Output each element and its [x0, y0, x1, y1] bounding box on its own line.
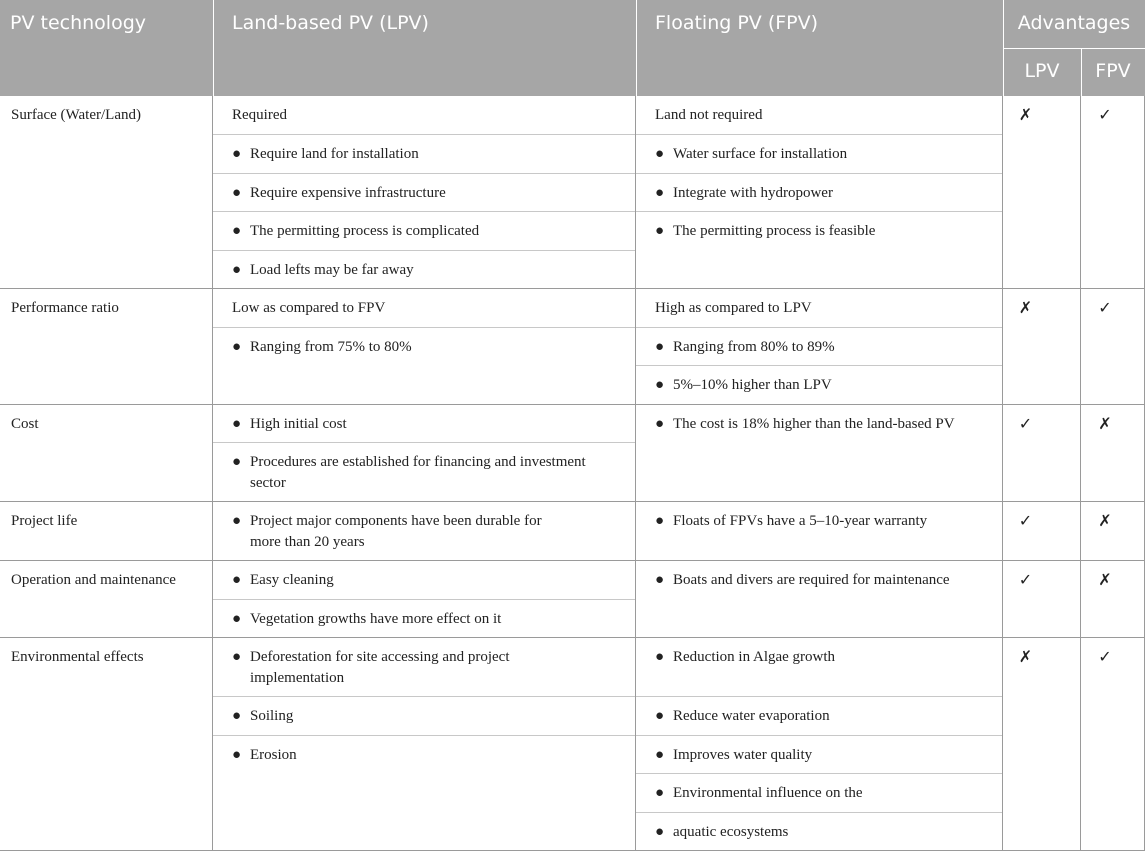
lpv-bullet-item: ● The permitting process is complicated	[232, 223, 480, 239]
grid-line	[212, 96, 213, 851]
advantage-fpv-mark: ✗	[1098, 511, 1112, 530]
fpv-bullet-item: ● Environmental influence on the	[655, 785, 863, 801]
grid-line	[635, 96, 636, 851]
header-pv-technology: PV technology	[0, 0, 213, 96]
advantage-fpv-mark: ✓	[1098, 298, 1112, 317]
fpv-bullet-item: ● Improves water quality	[655, 747, 813, 763]
row-separator	[0, 637, 1145, 638]
lpv-bullet-item: ● Require expensive infrastructure	[232, 185, 446, 201]
fpv-bullet-item: ● Integrate with hydropower	[655, 185, 833, 201]
fpv-bullet-item: ● Boats and divers are required for maintenance	[655, 572, 950, 588]
row-label-project-life: Project life	[11, 513, 78, 529]
fpv-text: High as compared to LPV	[655, 300, 812, 316]
advantage-lpv-mark: ✗	[1018, 298, 1033, 317]
header-divider	[1081, 48, 1082, 96]
lpv-bullet-item: ● High initial cost	[232, 416, 347, 432]
grid-line	[1080, 96, 1081, 851]
fpv-text: Land not required	[655, 107, 763, 123]
sub-separator	[636, 365, 1002, 366]
row-label-surface: Surface (Water/Land)	[11, 107, 141, 123]
lpv-bullet-item: ● Procedures are established for financing and investment sector	[232, 454, 586, 491]
row-label-cost: Cost	[11, 416, 39, 432]
sub-separator	[636, 173, 1002, 174]
lpv-bullet-item: ● Vegetation growths have more effect on it	[232, 611, 502, 627]
lpv-bullet-item: ● Ranging from 75% to 80%	[232, 339, 412, 355]
advantage-lpv-mark: ✓	[1018, 570, 1033, 589]
fpv-bullet-item: ● 5%–10% higher than LPV	[655, 377, 832, 393]
sub-separator	[213, 250, 635, 251]
row-label-performance: Performance ratio	[11, 300, 119, 316]
header-adv-lpv: LPV	[1003, 48, 1081, 96]
grid-line	[1002, 96, 1003, 851]
row-separator	[0, 288, 1145, 289]
lpv-bullet-item: ● Project major components have been durable for more than 20 years	[232, 513, 542, 550]
header-divider	[1003, 48, 1145, 49]
advantage-lpv-mark: ✗	[1018, 647, 1033, 666]
sub-separator	[213, 134, 635, 135]
advantage-fpv-mark: ✓	[1098, 105, 1112, 124]
fpv-bullet-item: ● Reduction in Algae growth	[655, 649, 836, 665]
fpv-bullet-item: ● The cost is 18% higher than the land-based PV	[655, 416, 955, 432]
header-advantages: Advantages	[1003, 0, 1145, 48]
sub-separator	[213, 696, 635, 697]
sub-separator	[213, 211, 635, 212]
sub-separator	[213, 599, 635, 600]
header-floating: Floating PV (FPV)	[636, 0, 1003, 96]
fpv-bullet-item: ● Ranging from 80% to 89%	[655, 339, 835, 355]
advantage-fpv-mark: ✓	[1098, 647, 1112, 666]
lpv-bullet-item: ● Soiling	[232, 708, 294, 724]
fpv-bullet-item: ● Water surface for installation	[655, 146, 848, 162]
sub-separator	[636, 773, 1002, 774]
sub-separator	[636, 696, 1002, 697]
lpv-bullet-item: ● Erosion	[232, 747, 297, 763]
row-separator	[0, 404, 1145, 405]
sub-separator	[636, 134, 1002, 135]
advantage-lpv-mark: ✓	[1018, 414, 1033, 433]
advantage-fpv-mark: ✗	[1098, 414, 1112, 433]
sub-separator	[213, 442, 635, 443]
header-divider	[213, 0, 214, 96]
lpv-bullet-item: ● Load lefts may be far away	[232, 262, 414, 278]
row-separator	[0, 560, 1145, 561]
sub-separator	[213, 735, 635, 736]
lpv-text: Low as compared to FPV	[232, 300, 386, 316]
row-label-operation: Operation and maintenance	[11, 572, 176, 588]
advantage-lpv-mark: ✓	[1018, 511, 1033, 530]
lpv-bullet-item: ● Easy cleaning	[232, 572, 334, 588]
header-land-based: Land-based PV (LPV)	[213, 0, 636, 96]
sub-separator	[636, 327, 1002, 328]
sub-separator	[213, 327, 635, 328]
lpv-text: Required	[232, 107, 287, 123]
lpv-bullet-item: ● Deforestation for site accessing and project implementation	[232, 649, 510, 686]
sub-separator	[636, 211, 1002, 212]
advantage-lpv-mark: ✗	[1018, 105, 1033, 124]
sub-separator	[213, 173, 635, 174]
row-separator	[0, 501, 1145, 502]
advantage-fpv-mark: ✗	[1098, 570, 1112, 589]
header-divider	[636, 0, 637, 96]
fpv-bullet-item: ● Reduce water evaporation	[655, 708, 830, 724]
row-label-environmental: Environmental effects	[11, 649, 144, 665]
fpv-bullet-item: ● aquatic ecosystems	[655, 824, 789, 840]
lpv-bullet-item: ● Require land for installation	[232, 146, 419, 162]
sub-separator	[636, 812, 1002, 813]
fpv-bullet-item: ● The permitting process is feasible	[655, 223, 876, 239]
fpv-bullet-item: ● Floats of FPVs have a 5–10-year warranty	[655, 513, 928, 529]
header-adv-fpv: FPV	[1081, 48, 1145, 96]
sub-separator	[636, 735, 1002, 736]
